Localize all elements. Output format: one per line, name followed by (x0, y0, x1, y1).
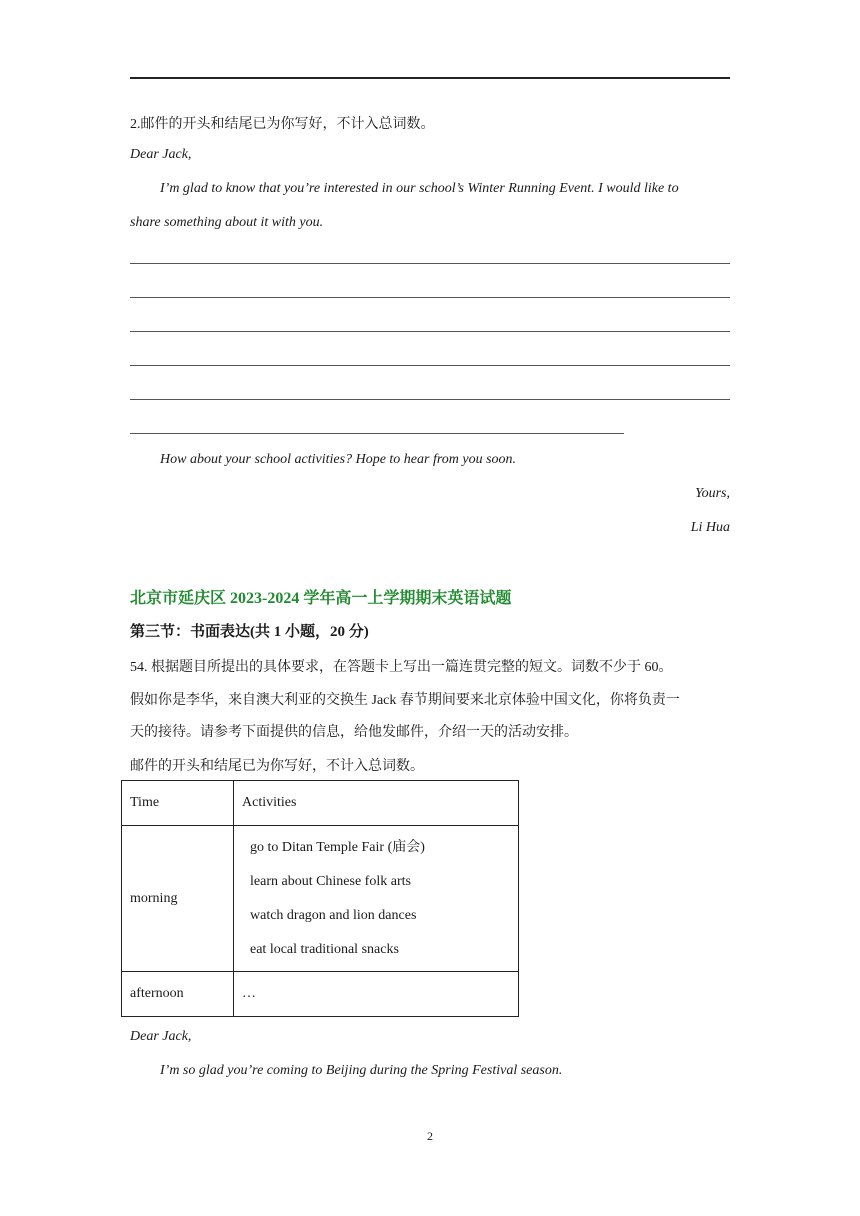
morning-label: morning (122, 826, 234, 972)
page-number: 2 (427, 1129, 433, 1143)
writing-line[interactable] (130, 399, 730, 400)
email-opening-line-1: I’m glad to know that you’re interested in our school’s Winter Running Event. I would like to (160, 181, 679, 196)
instruction-note: 2.邮件的开头和结尾已为你写好，不计入总词数。 (130, 117, 435, 132)
writing-line[interactable] (130, 433, 624, 434)
afternoon-label: afternoon (122, 972, 234, 1017)
task-line-3: 天的接待。请参考下面提供的信息，给他发邮件，介绍一天的活动安排。 (130, 725, 578, 740)
source-title: 北京市延庆区 2023-2024 学年高一上学期期末英语试题 (130, 590, 512, 607)
part-heading: 第三节：书面表达(共 1 小题，20 分) (130, 624, 369, 640)
email-closing: How about your school activities? Hope to hear from you soon. (160, 452, 517, 467)
email2-opening: I’m so glad you’re coming to Beijing during the Spring Festival season. (160, 1063, 563, 1078)
writing-line[interactable] (130, 263, 730, 264)
morning-activities (234, 826, 519, 972)
activity-item: watch dragon and lion dances (250, 907, 417, 923)
afternoon-activities: … (234, 972, 519, 1017)
task-line-4: 邮件的开头和结尾已为你写好，不计入总词数。 (130, 759, 424, 774)
table-header-time: Time (122, 781, 234, 826)
writing-line[interactable] (130, 331, 730, 332)
activity-item: learn about Chinese folk arts (250, 873, 411, 889)
activity-item: eat local traditional snacks (250, 941, 399, 957)
task-line-2: 假如你是李华，来自澳大利亚的交换生 Jack 春节期间要来北京体验中国文化，你将负责一 (130, 693, 680, 708)
email-signature: Li Hua (690, 520, 730, 535)
task-line-1: 54. 根据题目所提出的具体要求，在答题卡上写出一篇连贯完整的短文。词数不少于 60。 (130, 660, 673, 675)
email-greeting: Dear Jack, (130, 147, 192, 162)
email-opening-line-2: share something about it with you. (130, 215, 324, 230)
activity-item: go to Ditan Temple Fair (庙会) (250, 839, 425, 855)
email-signoff: Yours, (695, 486, 730, 501)
writing-line[interactable] (130, 365, 730, 366)
writing-line[interactable] (130, 297, 730, 298)
activity-table (121, 780, 519, 1017)
email2-greeting: Dear Jack, (130, 1029, 192, 1044)
table-header-activities: Activities (234, 781, 519, 826)
top-divider (130, 77, 730, 79)
